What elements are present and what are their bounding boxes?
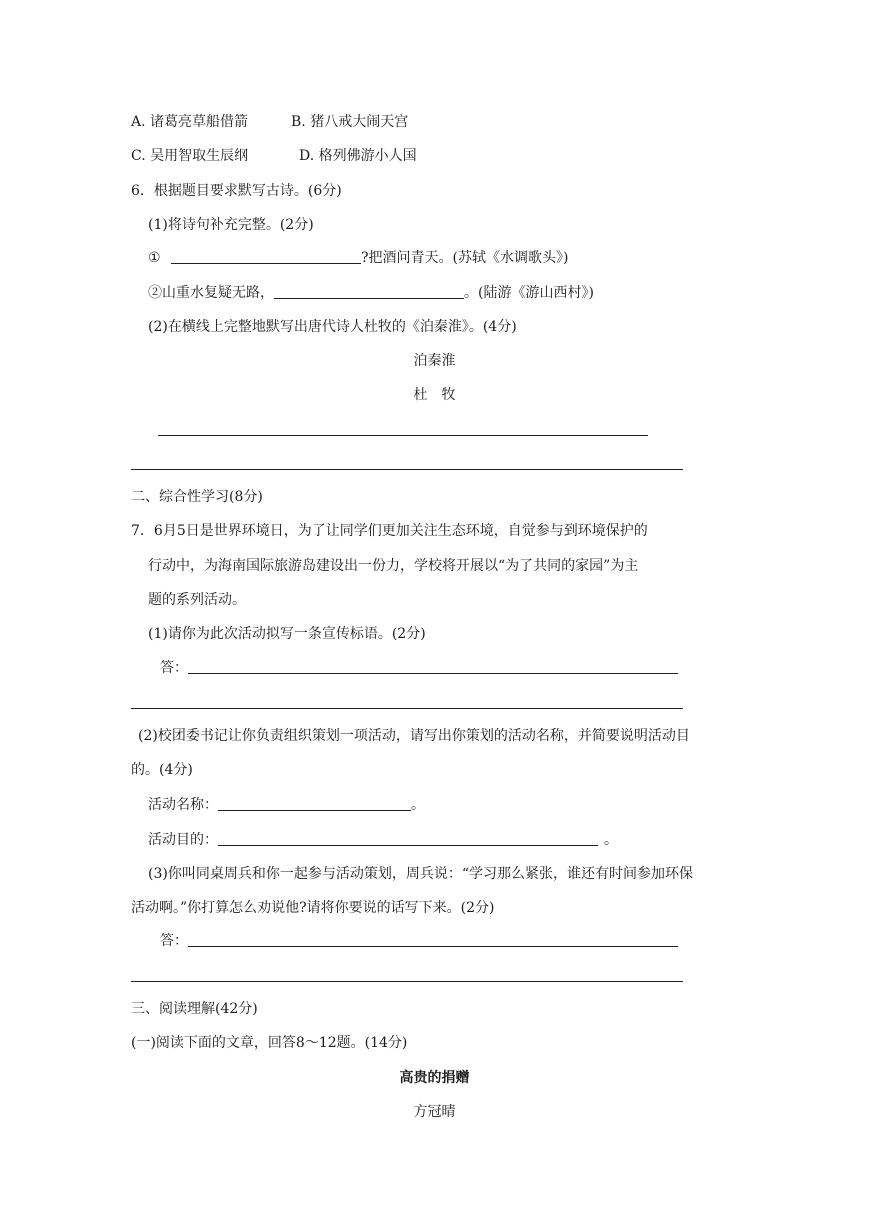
poem-answer-line-1[interactable]: [158, 435, 648, 436]
q7-line-2: 行动中，为海南国际旅游岛建设出一份力，学校将开展以“为了共同的家园”为主: [148, 558, 639, 574]
activity-goal-label: 活动目的：: [148, 832, 218, 848]
q6-item2-blank[interactable]: [274, 284, 464, 299]
q7-part1-title: (1)请你为此次活动拟写一条宣传标语。(2分): [148, 626, 426, 642]
answer-label: 答：: [160, 660, 188, 676]
option-a: A. 诸葛亮草船借箭: [131, 114, 249, 130]
activity-name-row: [148, 796, 425, 814]
q7-part3-line-1: (3)你叫同桌周兵和你一起参与活动策划，周兵说：“学习那么紧张，谁还有时间参加环保: [148, 866, 693, 882]
question-6-title: 6．根据题目要求默写古诗。(6分): [131, 183, 342, 199]
activity-goal-row: [148, 831, 618, 849]
q7-part2-line-2: 的。(4分): [131, 762, 193, 778]
slogan-answer-blank[interactable]: [188, 659, 678, 674]
q6-item1-after: ?把酒问青天。(苏轼《水调歌头》): [361, 250, 569, 266]
activity-goal-end: 。: [604, 832, 618, 848]
section-3-title: 三、阅读理解(42分): [131, 1001, 258, 1017]
q6-item2-after: 。(陆游《游山西村》): [464, 285, 594, 301]
q6-part1-title: (1)将诗句补充完整。(2分): [148, 217, 314, 233]
option-b: B. 猪八戒大闹天宫: [291, 114, 409, 130]
poem-title: 泊秦淮: [413, 353, 456, 369]
q6-item1-marker: ①: [148, 250, 161, 266]
option-d: D. 格列佛游小人国: [299, 148, 417, 164]
article-title: 高贵的捐赠: [399, 1070, 470, 1086]
activity-name-end: 。: [411, 797, 425, 813]
q7-line-1: 7．6月5日是世界环境日，为了让同学们更加关注生态环境，自觉参与到环境保护的: [131, 523, 648, 539]
q7-line-3: 题的系列活动。: [148, 592, 246, 608]
q7-part3-line-2: 活动啊。”你打算怎么劝说他?请将你要说的话写下来。(2分): [131, 900, 495, 916]
activity-name-blank[interactable]: [218, 796, 411, 811]
q6-item1: [148, 249, 568, 267]
persuade-answer-blank[interactable]: [188, 932, 678, 947]
reading-1-instructions: (一)阅读下面的文章，回答8～12题。(14分): [131, 1035, 408, 1051]
q7-part3-answer: [160, 932, 678, 950]
poem-answer-line-2[interactable]: [131, 469, 683, 470]
q7-part1-answer: [160, 659, 678, 677]
slogan-answer-line-2[interactable]: [131, 708, 683, 709]
q6-item2-before: ②山重水复疑无路，: [148, 285, 274, 301]
activity-name-label: 活动名称：: [148, 797, 218, 813]
poem-author: 杜 牧: [413, 387, 456, 403]
q6-item2: [148, 284, 594, 302]
answer-label-2: 答：: [160, 933, 188, 949]
article-author: 方冠晴: [413, 1104, 456, 1120]
option-c: C. 吴用智取生辰纲: [131, 148, 249, 164]
q6-part2-title: (2)在横线上完整地默写出唐代诗人杜牧的《泊秦淮》。(4分): [148, 319, 517, 335]
activity-goal-blank[interactable]: [218, 831, 598, 846]
section-2-title: 二、综合性学习(8分): [131, 489, 263, 505]
q6-item1-blank[interactable]: [171, 249, 361, 264]
persuade-answer-line-2[interactable]: [131, 981, 683, 982]
q7-part2-line-1: (2)校团委书记让你负责组织策划一项活动，请写出你策划的活动名称，并简要说明活动目: [138, 728, 690, 744]
